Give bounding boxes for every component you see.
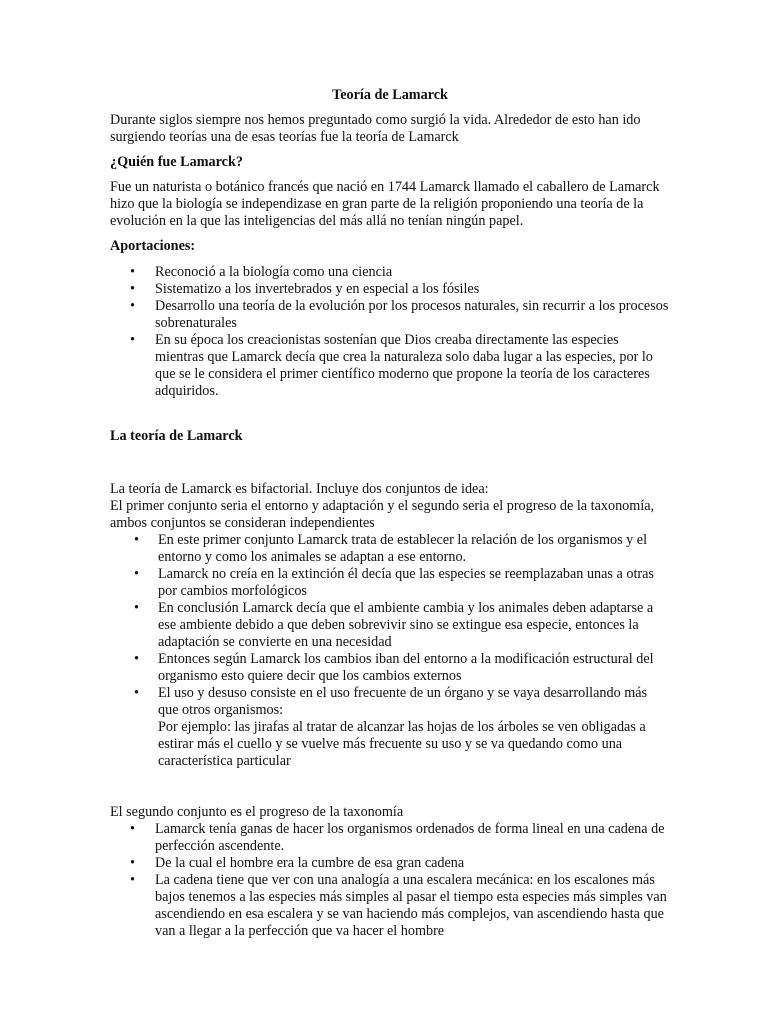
list-item: • Lamarck no creía en la extinción él decía que las especies se reemplazaban unas a otras por cambios morfológicos [110,566,670,600]
document-title: Teoría de Lamarck [332,87,448,103]
use-disuse-text: El uso y desuso consiste en el uso frecuente de un órgano y se vaya desarrollando más que otros organismos: [158,685,648,718]
intro-paragraph: Durante siglos siempre nos hemos preguntado como surgió la vida. Alrededor de esto han ido surgiendo teorías una de esas teorías fue la teoría de Lamarck [110,112,641,145]
list-item: • Desarrollo una teoría de la evolución por los procesos naturales, sin recurrir a los procesos sobrenaturales [110,298,670,332]
list-item: • En su época los creacionistas sostenían que Dios creaba directamente las especies mientras que Lamarck decía que crea la naturaleza solo daba lugar a las especies, por lo que se le considera el primer científico moderno que propone la teoría de los caracteres adquiridos. [110,332,670,400]
list-item [110,685,670,770]
list-item: • Lamarck tenía ganas de hacer los organismos ordenados de forma lineal en una cadena de perfección ascendente. [110,821,670,855]
list-item: • En conclusión Lamarck decía que el ambiente cambia y los animales deben adaptarse a ese ambiente debido a que deben sobrevivir sino se extingue esa especie, entonces la adaptación se convierte en una necesidad [110,600,670,651]
taxonomy-list [110,821,670,940]
taxonomy-intro-line: El segundo conjunto es el progreso de la taxonomía [110,804,404,820]
contributions-list [110,264,670,400]
document-page [110,87,670,940]
who-paragraph: Fue un naturista o botánico francés que nació en 1744 Lamarck llamado el caballero de Lamarck hizo que la biología se independizase en gran parte de la religión proponiendo una teoría de la evolución en la que las inteligencias del más allá no tenían ningún papel. [110,179,660,229]
section-heading-contributions: Aportaciones: [110,238,196,254]
list-item: • Reconoció a la biología como una ciencia [110,264,670,281]
list-item: • Sistematizo a los invertebrados y en especial a los fósiles [110,281,670,298]
list-item: • La cadena tiene que ver con una analogía a una escalera mecánica: en los escalones más bajos tenemos a las especies más simples al pasar el tiempo esta especies más simples van ascendiendo en esa escalera y se van haciendo más complejos, van ascendiendo hasta que van a llegar a la perfección que va hacer el hombre [110,872,670,940]
section-heading-who: ¿Quién fue Lamarck? [110,154,243,170]
theory-list [110,532,670,770]
list-item: • En este primer conjunto Lamarck trata de establecer la relación de los organismos y el entorno y como los animales se adaptan a ese entorno. [110,532,670,566]
section-heading-theory: La teoría de Lamarck [110,428,243,444]
theory-intro-line: La teoría de Lamarck es bifactorial. Incluye dos conjuntos de idea: [110,481,489,497]
theory-sets-line: El primer conjunto seria el entorno y adaptación y el segundo seria el progreso de la taxonomía, ambos conjuntos se consideran independientes [110,498,655,531]
list-item: • Entonces según Lamarck los cambios iban del entorno a la modificación estructural del organismo esto quiere decir que los cambios externos [110,651,670,685]
giraffe-example-text: Por ejemplo: las jirafas al tratar de alcanzar las hojas de los árboles se ven obligadas a estirar más el cuello y se vuelve más frecuente su uso y se va quedando como una característica particular [158,719,646,769]
list-item: • De la cual el hombre era la cumbre de esa gran cadena [110,855,670,872]
